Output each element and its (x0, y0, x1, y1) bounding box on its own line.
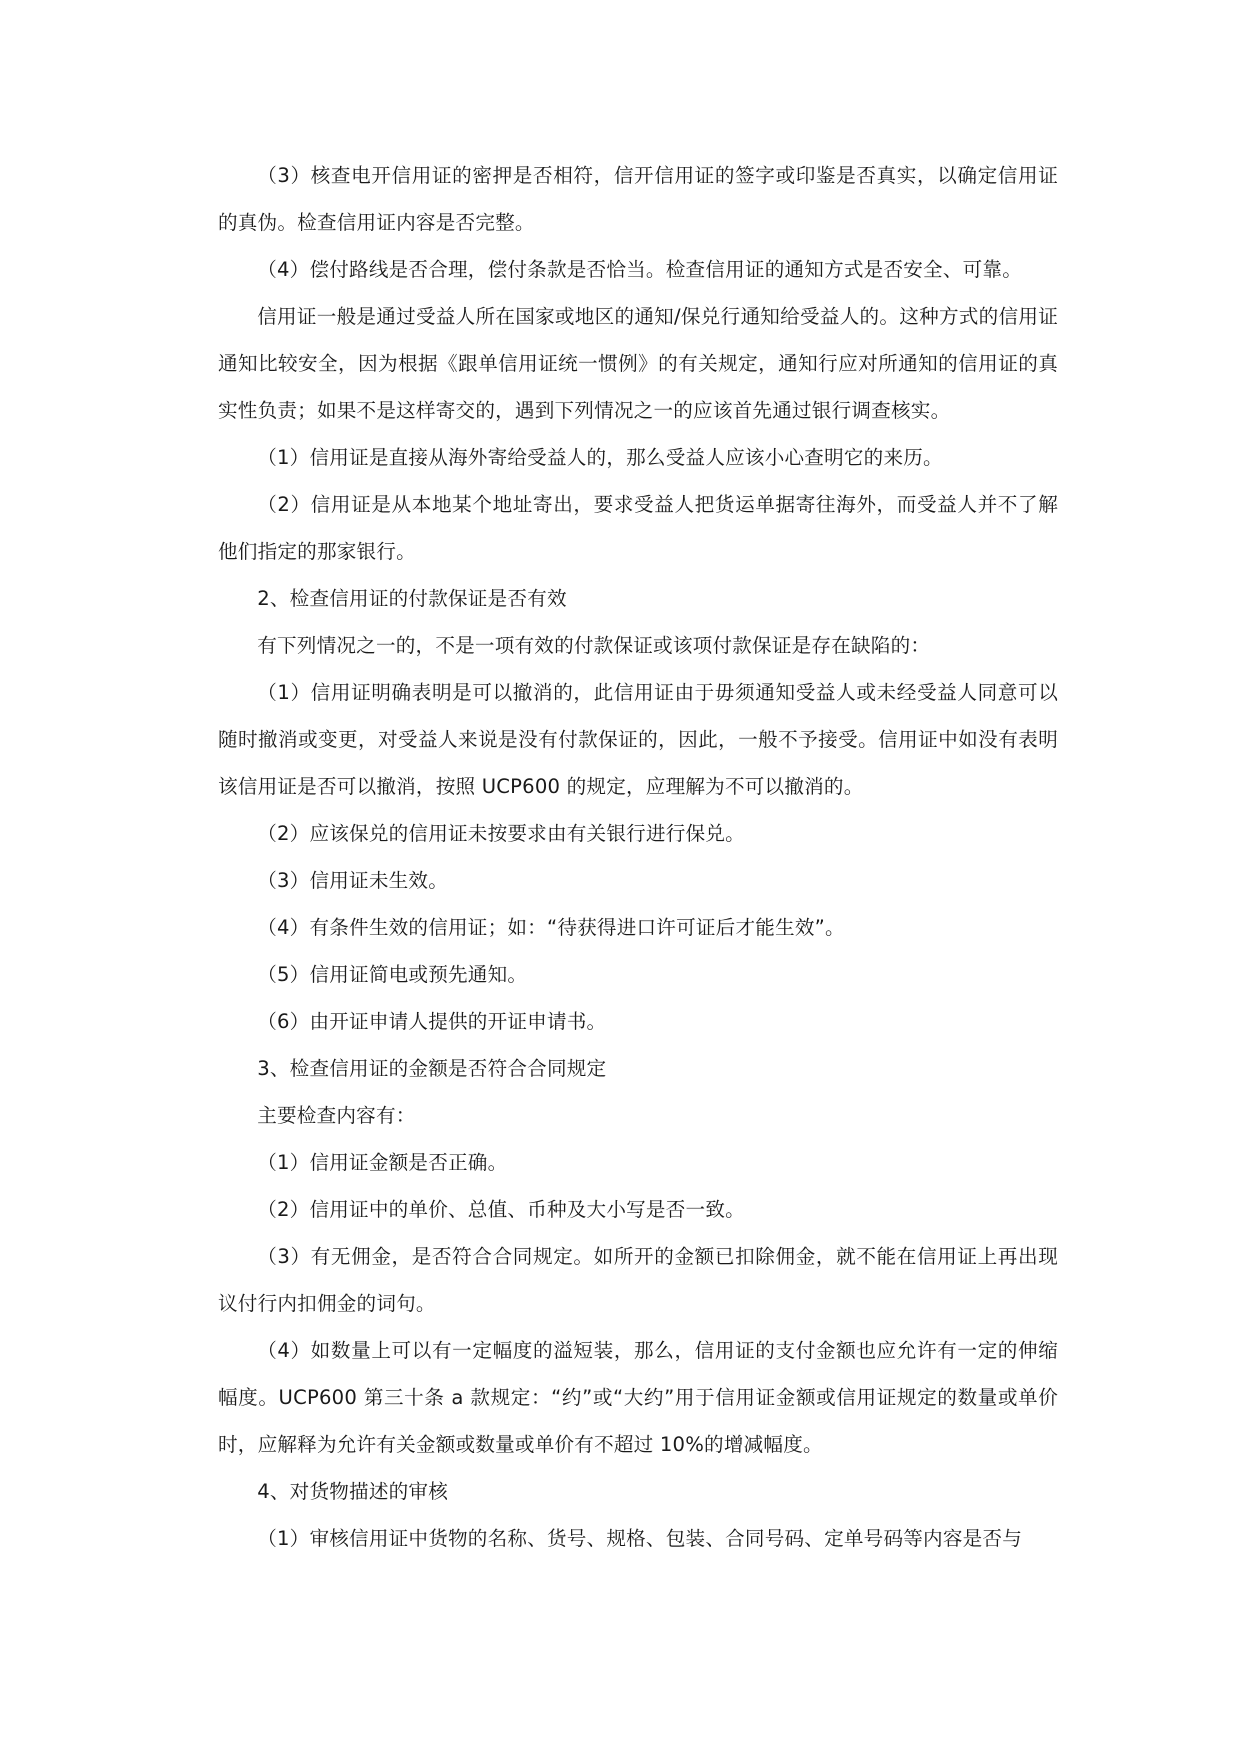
section-heading-goods-description: 4、对货物描述的审核 (257, 1480, 448, 1503)
section-heading-amount-check: 3、检查信用证的金额是否符合合同规定 (257, 1057, 607, 1080)
paragraph-brief-cable: （5）信用证简电或预先通知。 (257, 963, 528, 986)
paragraph-tolerance: （4）如数量上可以有一定幅度的溢短装，那么，信用证的支付金额也应允许有一定的伸缩幅度。UCP600 第三十条 a 款规定：“约”或“大约”用于信用证金额或信用证规定的数量或单价时，应解释为允许有关金额或数量或单价有不超过 10%的增减幅度。 (218, 1339, 1058, 1456)
paragraph-mailed-from-overseas: （1）信用证是直接从海外寄给受益人的，那么受益人应该小心查明它的来历。 (257, 446, 943, 469)
paragraph-not-effective: （3）信用证未生效。 (257, 869, 448, 892)
paragraph-unconfirmed-credit: （2）应该保兑的信用证未按要求由有关银行进行保兑。 (257, 822, 745, 845)
paragraph-local-address: （2）信用证是从本地某个地址寄出，要求受益人把货运单据寄往海外，而受益人并不了解他们指定的那家银行。 (218, 493, 1058, 563)
paragraph-amount-correct: （1）信用证金额是否正确。 (257, 1151, 508, 1174)
paragraph-main-items: 主要检查内容有： (257, 1104, 416, 1127)
paragraph-conditional-credit: （4）有条件生效的信用证；如：“待获得进口许可证后才能生效”。 (257, 916, 845, 939)
paragraph-commission: （3）有无佣金，是否符合合同规定。如所开的金额已扣除佣金，就不能在信用证上再出现议付行内扣佣金的词句。 (218, 1245, 1058, 1315)
paragraph-revocable-credit: （1）信用证明确表明是可以撤消的，此信用证由于毋须通知受益人或未经受益人同意可以随时撤消或变更，对受益人来说是没有付款保证的，因此，一般不予接受。信用证中如没有表明该信用证是否可以撤消，按照 UCP600 的规定，应理解为不可以撤消的。 (218, 681, 1058, 798)
section-heading-payment-guarantee: 2、检查信用证的付款保证是否有效 (257, 587, 567, 610)
paragraph-price-consistency: （2）信用证中的单价、总值、币种及大小写是否一致。 (257, 1198, 745, 1221)
paragraph-reimbursement-route: （4）偿付路线是否合理，偿付条款是否恰当。检查信用证的通知方式是否安全、可靠。 (257, 258, 1023, 281)
paragraph-advising-method: 信用证一般是通过受益人所在国家或地区的通知/保兑行通知给受益人的。这种方式的信用证通知比较安全，因为根据《跟单信用证统一惯例》的有关规定，通知行应对所通知的信用证的真实性负责；如果不是这样寄交的，遇到下列情况之一的应该首先通过银行调查核实。 (218, 305, 1058, 422)
paragraph-invalid-guarantee-intro: 有下列情况之一的，不是一项有效的付款保证或该项付款保证是存在缺陷的： (257, 634, 931, 657)
paragraph-goods-details: （1）审核信用证中货物的名称、货号、规格、包装、合同号码、定单号码等内容是否与 (257, 1527, 1023, 1550)
paragraph-application-form: （6）由开证申请人提供的开证申请书。 (257, 1010, 607, 1033)
paragraph-verify-test-key: （3）核查电开信用证的密押是否相符，信开信用证的签字或印鉴是否真实，以确定信用证的真伪。检查信用证内容是否完整。 (218, 164, 1058, 234)
document-body (218, 152, 1058, 1562)
